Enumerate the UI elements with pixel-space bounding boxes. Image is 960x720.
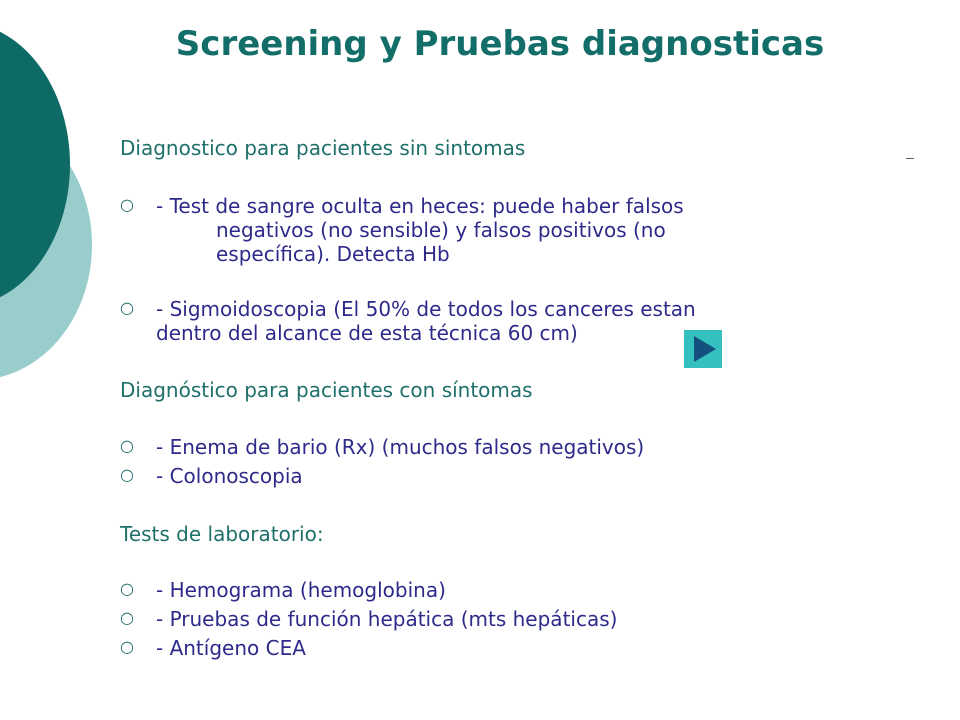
- circle-outline-bullet-icon: ○: [120, 608, 134, 627]
- list-item-text: - Antígeno CEA: [156, 636, 306, 660]
- list-item-text: - Enema de bario (Rx) (muchos falsos negativos): [156, 435, 645, 459]
- section-heading-asymptomatic: Diagnostico para pacientes sin sintomas: [120, 136, 526, 160]
- circle-outline-bullet-icon: ○: [120, 579, 134, 598]
- circle-outline-bullet-icon: ○: [120, 298, 134, 317]
- slide-title: Screening y Pruebas diagnosticas: [175, 24, 825, 64]
- circle-outline-bullet-icon: ○: [120, 637, 134, 656]
- list-item-line: - Test de sangre oculta en heces: puede haber falsos: [156, 194, 684, 218]
- circle-outline-bullet-icon: ○: [120, 465, 134, 484]
- list-item-line: específica). Detecta Hb: [216, 242, 450, 266]
- circle-outline-bullet-icon: ○: [120, 436, 134, 455]
- list-item-text: - Colonoscopia: [156, 464, 303, 488]
- section-heading-symptomatic: Diagnóstico para pacientes con síntomas: [120, 378, 533, 402]
- list-item-line: dentro del alcance de esta técnica 60 cm): [156, 321, 578, 345]
- circle-outline-bullet-icon: ○: [120, 195, 134, 214]
- list-item-text: - Pruebas de función hepática (mts hepáticas): [156, 607, 618, 631]
- list-item-text: - Hemograma (hemoglobina): [156, 578, 446, 602]
- play-icon: [694, 336, 716, 362]
- list-item-line: - Sigmoidoscopia (El 50% de todos los canceres estan: [156, 297, 696, 321]
- dash-mark: [906, 158, 914, 159]
- section-heading-lab-tests: Tests de laboratorio:: [120, 522, 324, 546]
- play-button[interactable]: [684, 330, 722, 368]
- list-item-line: negativos (no sensible) y falsos positivos (no: [216, 218, 666, 242]
